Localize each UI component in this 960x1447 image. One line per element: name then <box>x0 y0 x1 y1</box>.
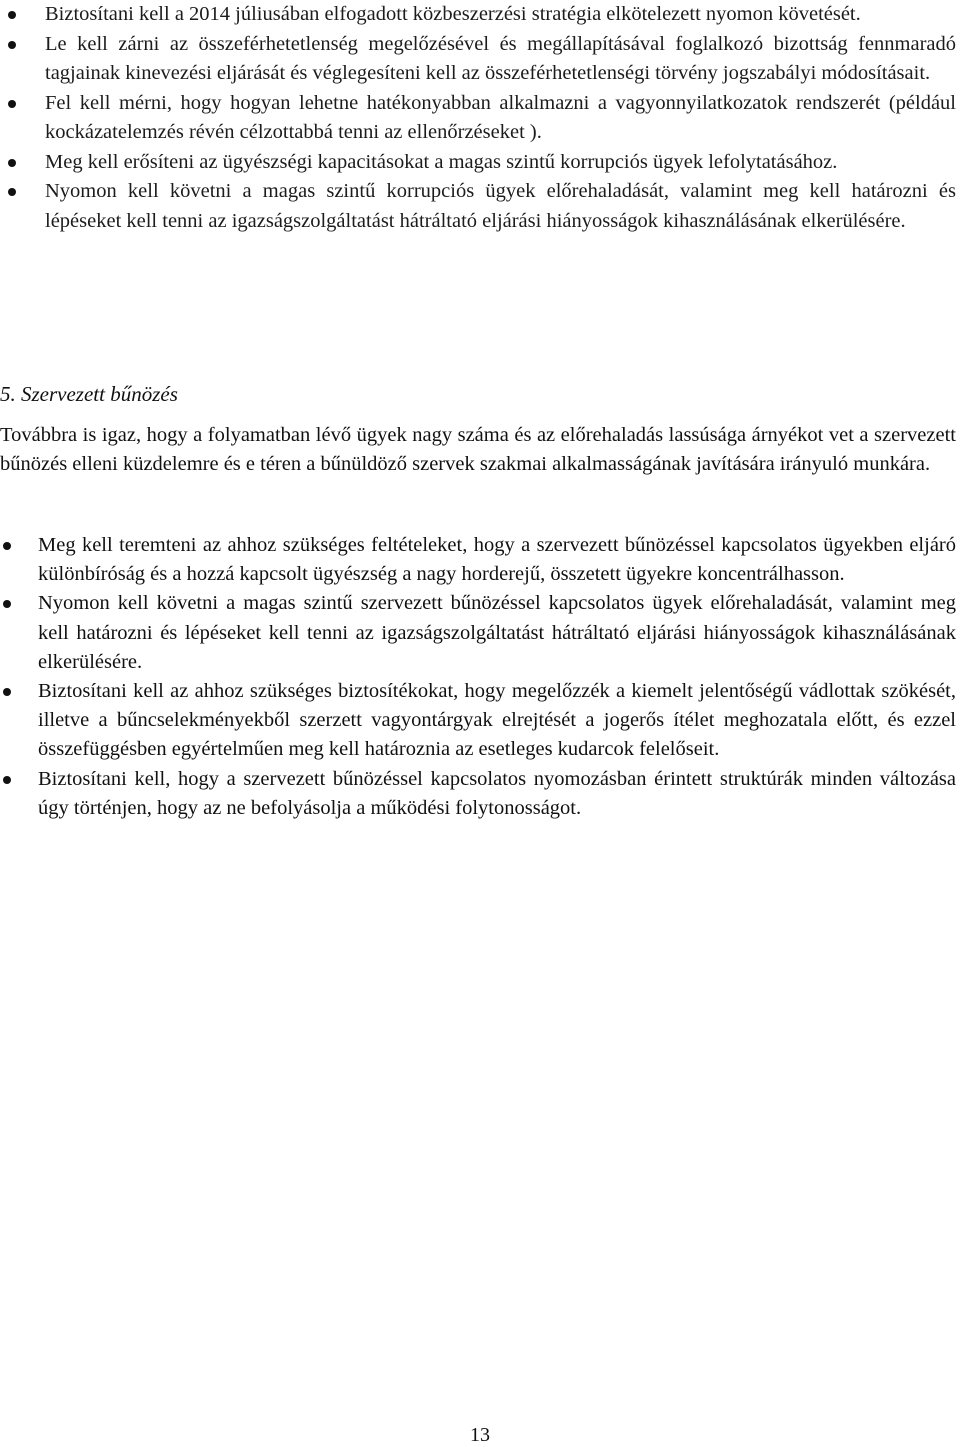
list-item-text: Fel kell mérni, hogy hogyan lehetne hatékonyabban alkalmazni a vagyonnyilatkozatok rendszerét (például kockázatelemzés révén célzottabbá tenni az ellenőrzéseket ). <box>45 91 956 143</box>
section-intro-paragraph: Továbbra is igaz, hogy a folyamatban lévő ügyek nagy száma és az előrehaladás lassúsága árnyékot vet a szervezett bűnözés elleni küzdelemre és e téren a bűnüldöző szervek szakmai alkalmasságának javítására irányuló munkára. <box>0 424 956 475</box>
list-item-text: Meg kell teremteni az ahhoz szükséges feltételeket, hogy a szervezett bűnözéssel kapcsolatos ügyekben eljáró különbíróság és a hozzá kapcsolt ügyészség a nagy horderejű, összetett ügyekre koncentrálhasson. <box>38 534 956 586</box>
bullet-icon <box>8 159 16 167</box>
bullet-icon <box>3 600 11 608</box>
bullet-icon <box>8 100 16 108</box>
list-item-text: Biztosítani kell, hogy a szervezett bűnözéssel kapcsolatos nyomozásban érintett struktúrák minden változása úgy történjen, hogy az ne befolyásolja a működési folytonosságot. <box>38 767 956 819</box>
list-item <box>0 30 960 89</box>
list-item <box>0 531 960 589</box>
recommendations-list-corruption <box>0 0 960 236</box>
list-item <box>0 89 960 148</box>
list-item-text: Nyomon kell követni a magas szintű korrupciós ügyek előrehaladását, valamint meg kell határozni és lépéseket kell tenni az igazságszolgáltatást hátráltató eljárási hiányosságok kihasználásának elkerülésére. <box>45 180 956 232</box>
list-item <box>0 148 960 178</box>
section-heading: 5. Szervezett bűnözés <box>0 382 178 406</box>
list-item-text: Nyomon kell követni a magas szintű szervezett bűnözéssel kapcsolatos ügyek előrehaladását, valamint meg kell határozni és lépéseket kell tenni az igazságszolgáltatást hátráltató eljárási hiányosságok kihasználásának elkerülésére. <box>38 592 956 673</box>
list-item <box>0 677 960 765</box>
recommendations-list-organized-crime <box>0 531 960 823</box>
bullet-icon <box>3 542 11 550</box>
list-item-text: Le kell zárni az összeférhetetlenség megelőzésével és megállapításával foglalkozó bizottság fennmaradó tagjainak kinevezési eljárását és véglegesíteni kell az összeférhetetlenségi törvény jogszabályi módosításait. <box>45 32 956 84</box>
list-item <box>0 765 960 823</box>
bullet-icon <box>8 188 16 196</box>
list-item <box>0 0 960 30</box>
list-item <box>0 177 960 236</box>
bullet-icon <box>8 41 16 49</box>
list-item-text: Biztosítani kell az ahhoz szükséges biztosítékokat, hogy megelőzzék a kiemelt jelentőségű vádlottak szökését, illetve a bűncselekményekből szerzett vagyontárgyak elrejtését a jogerős ítélet meghozatala előtt, és ezzel összefüggésben egyértelműen meg kell határoznia az esetleges kudarcok felelőseit. <box>38 680 956 761</box>
list-item <box>0 589 960 677</box>
bullet-icon <box>3 776 11 784</box>
list-item-text: Meg kell erősíteni az ügyészségi kapacitásokat a magas szintű korrupciós ügyek lefolytatásához. <box>45 150 838 173</box>
list-item-text: Biztosítani kell a 2014 júliusában elfogadott közbeszerzési stratégia elkötelezett nyomon követését. <box>45 3 861 25</box>
page-number: 13 <box>470 1424 490 1446</box>
bullet-icon <box>8 11 16 19</box>
bullet-icon <box>3 688 11 696</box>
